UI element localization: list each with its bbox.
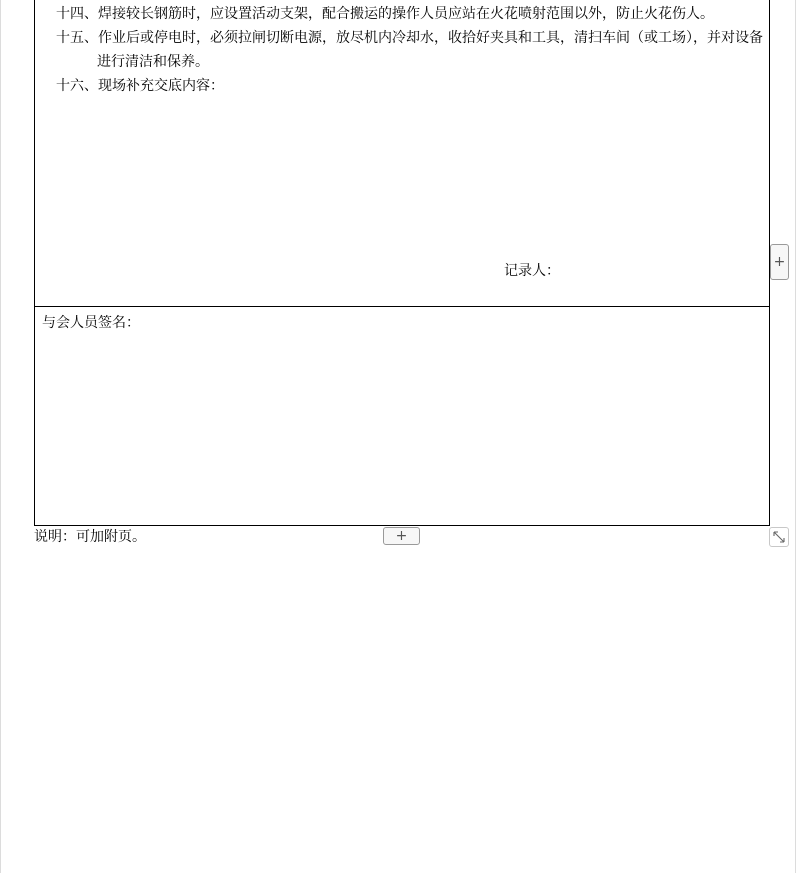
attendees-cell[interactable] [35,307,769,525]
clause-15 [56,26,763,50]
add-row-button[interactable] [383,527,420,545]
recorder-label: 记录人： [504,263,560,279]
clause-text: 现场补充交底内容： [98,78,224,94]
clause-text: 作业后或停电时，必须拉闸切断电源，放尽机内冷却水，收拾好夹具和工具，清扫车间（或工场），并对设备 [98,30,763,46]
resize-table-button[interactable] [769,527,789,547]
clause-text: 焊接较长钢筋时，应设置活动支架，配合搬运的操作人员应站在火花喷射范围以外，防止火花伤人。 [98,6,714,22]
clause-15-continuation: 进行清洁和保养。 [97,54,209,70]
footnote: 说明：可加附页。 [34,529,146,545]
clause-14 [56,2,714,26]
clause-16 [56,74,224,98]
page-left-edge [0,0,1,873]
clause-number: 十五、 [56,30,98,46]
clause-number: 十六、 [56,78,98,94]
document-table [34,0,770,526]
attendees-label: 与会人员签名： [42,315,140,331]
add-column-button[interactable] [770,244,789,280]
content-cell[interactable] [35,0,769,307]
expand-arrows-icon [772,530,786,544]
clause-number: 十四、 [56,6,98,22]
plus-icon: + [395,528,408,544]
plus-icon: + [773,254,786,270]
